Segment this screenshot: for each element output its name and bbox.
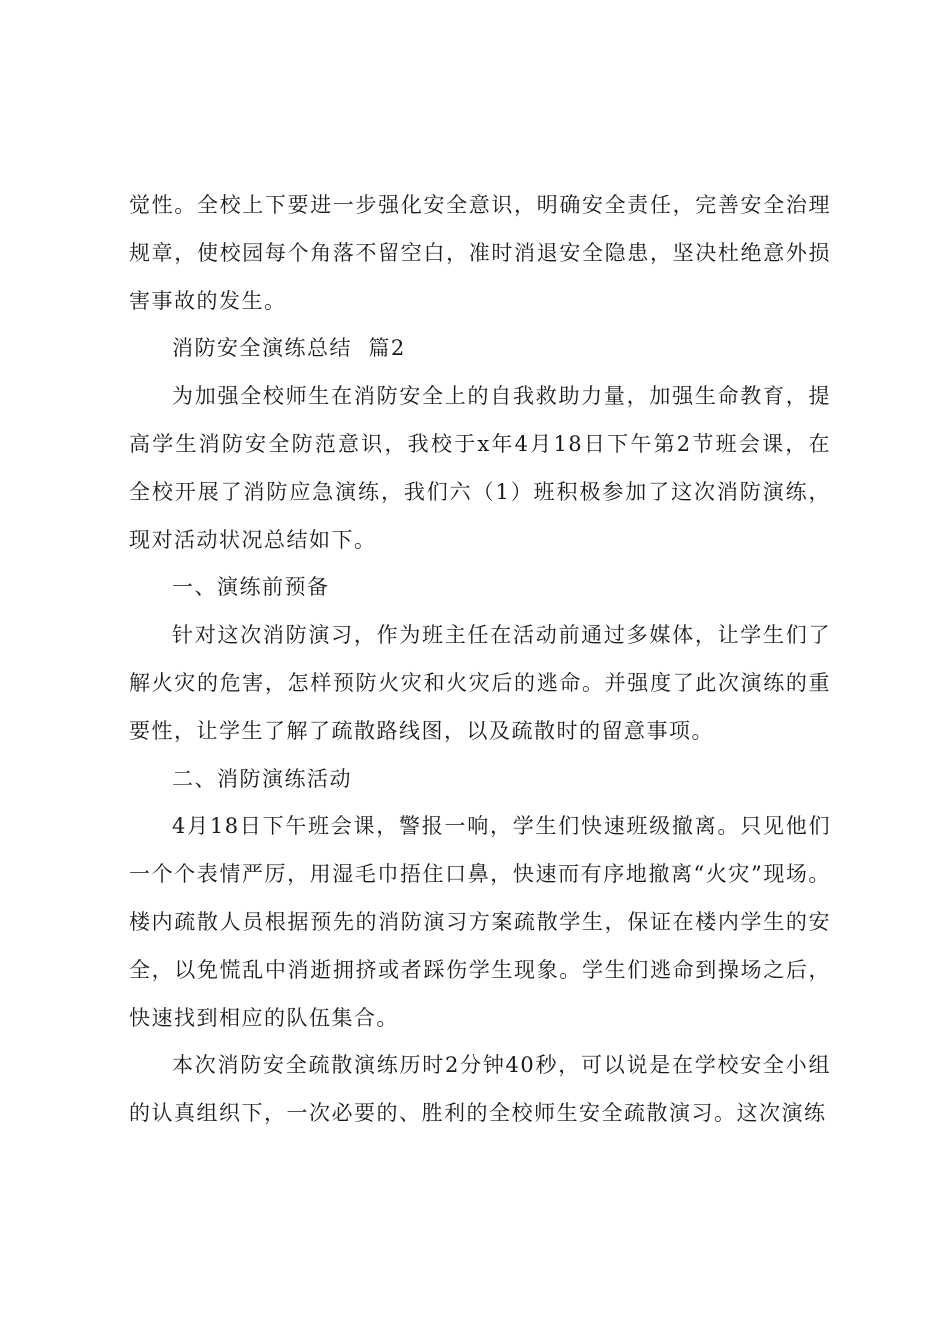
- paragraph-continuation: 觉性。全校上下要进一步强化安全意识，明确安全责任，完善安全治理规章，使校园每个角落不留空白，准时消退安全隐患，坚决杜绝意外损害事故的发生。: [129, 193, 831, 313]
- section-heading-preparation: 一、演练前预备: [172, 575, 330, 600]
- paragraph-preparation: 针对这次消防演习，作为班主任在活动前通过多媒体，让学生们了解火灾的危害，怎样预防火灾和火灾后的逃命。并强度了此次演练的重要性，让学生了解了疏散路线图，以及疏散时的留意事项。: [129, 623, 831, 743]
- section-title-part2: 消防安全演练总结 篇2: [172, 336, 406, 361]
- paragraph-drill-activity: 4月18日下午班会课，警报一响，学生们快速班级撤离。只见他们一个个表情严厉，用湿毛巾捂住口鼻，快速而有序地撤离“火灾”现场。楼内疏散人员根据预先的消防演习方案疏散学生，保证在楼内学生的安全，以免慌乱中消逝拥挤或者踩伤学生现象。学生们逃命到操场之后，快速找到相应的队伍集合。: [129, 814, 831, 1030]
- section-heading-drill-activity: 二、消防演练活动: [172, 766, 352, 791]
- paragraph-intro: 为加强全校师生在消防安全上的自我救助力量，加强生命教育，提高学生消防安全防范意识，我校于x年4月18日下午第2节班会课，在全校开展了消防应急演练，我们六（1）班积极参加了这次消防演练，现对活动状况总结如下。: [129, 384, 831, 552]
- paragraph-summary: 本次消防安全疏散演练历时2分钟40秒，可以说是在学校安全小组的认真组织下，一次必要的、胜利的全校师生安全疏散演习。这次演练: [129, 1053, 831, 1126]
- document-body: [129, 182, 831, 1138]
